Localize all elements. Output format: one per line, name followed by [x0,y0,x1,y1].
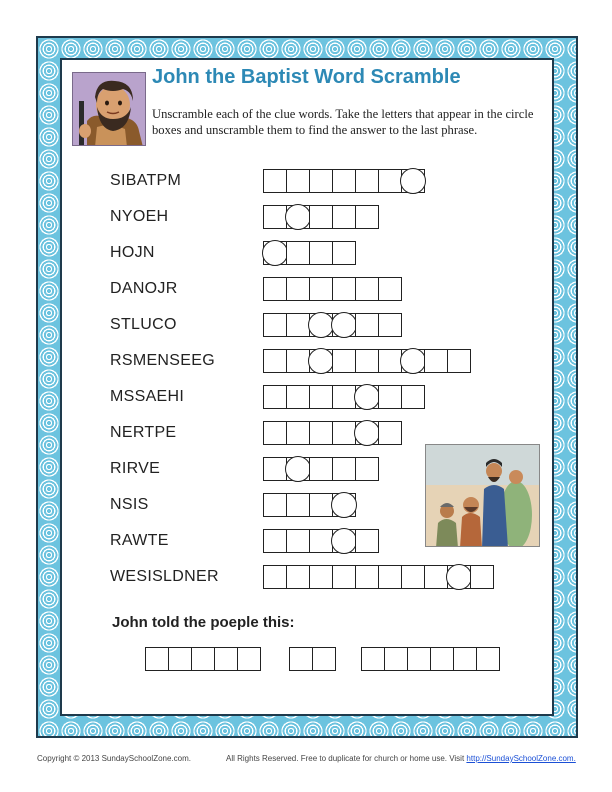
letter-box[interactable] [355,169,379,193]
letter-boxes [263,565,494,589]
answer-word-boxes [145,647,261,671]
letter-box[interactable] [332,349,356,373]
letter-box[interactable] [309,529,333,553]
letter-box[interactable] [355,313,379,337]
circled-letter-box[interactable] [332,529,356,553]
letter-box[interactable] [332,421,356,445]
letter-boxes [263,421,402,445]
answer-letter-box[interactable] [237,647,261,671]
circled-letter-box[interactable] [263,241,287,265]
circled-letter-box[interactable] [401,349,425,373]
letter-box[interactable] [263,457,287,481]
crowd-illustration [425,444,540,547]
circled-letter-box[interactable] [401,169,425,193]
letter-box[interactable] [309,457,333,481]
letter-box[interactable] [286,349,310,373]
crowd-scene-image [426,445,540,547]
clue-row [110,385,530,411]
scrambled-word: DANOJR [110,280,178,297]
letter-box[interactable] [309,241,333,265]
scrambled-word: RIRVE [110,460,161,477]
letter-boxes [263,529,379,553]
scrambled-word: NERTPE [110,424,177,441]
letter-boxes [263,277,402,301]
letter-box[interactable] [263,565,287,589]
john-portrait-illustration [73,73,146,146]
letter-box[interactable] [263,421,287,445]
circled-letter-box[interactable] [355,421,379,445]
letter-box[interactable] [401,385,425,409]
footer-rights-text: All Rights Reserved. Free to duplicate for church or home use. Visit [226,754,465,763]
letter-box[interactable] [332,169,356,193]
letter-box[interactable] [263,493,287,517]
letter-box[interactable] [309,493,333,517]
john-the-baptist-portrait [72,72,146,146]
clue-row [110,241,530,267]
letter-box[interactable] [378,313,402,337]
letter-box[interactable] [263,313,287,337]
clue-row [110,277,530,303]
letter-box[interactable] [355,277,379,301]
letter-box[interactable] [355,349,379,373]
letter-box[interactable] [263,277,287,301]
letter-box[interactable] [378,385,402,409]
clue-row [110,565,530,591]
scrambled-word: NYOEH [110,208,169,225]
circled-letter-box[interactable] [332,493,356,517]
letter-boxes [263,493,356,517]
letter-box[interactable] [286,421,310,445]
letter-box[interactable] [355,565,379,589]
answer-letter-box[interactable] [214,647,238,671]
answer-letter-box[interactable] [191,647,215,671]
letter-box[interactable] [263,529,287,553]
letter-box[interactable] [424,565,448,589]
letter-box[interactable] [355,205,379,229]
letter-box[interactable] [378,169,402,193]
letter-boxes [263,205,379,229]
clue-row [110,313,530,339]
letter-box[interactable] [378,421,402,445]
scrambled-word: HOJN [110,244,155,261]
answer-letter-box[interactable] [361,647,385,671]
clue-row [110,169,530,195]
letter-box[interactable] [332,241,356,265]
letter-box[interactable] [378,565,402,589]
letter-boxes [263,385,425,409]
answer-letter-box[interactable] [430,647,454,671]
footer-website-link[interactable]: http://SundaySchoolZone.com. [466,754,576,763]
letter-box[interactable] [286,565,310,589]
letter-boxes [263,313,402,337]
letter-box[interactable] [263,205,287,229]
scrambled-word: STLUCO [110,316,177,333]
letter-boxes [263,457,379,481]
letter-box[interactable] [424,349,448,373]
letter-box[interactable] [332,457,356,481]
letter-box[interactable] [332,205,356,229]
letter-box[interactable] [309,169,333,193]
letter-box[interactable] [286,529,310,553]
circled-letter-box[interactable] [447,565,471,589]
scrambled-word: NSIS [110,496,149,513]
answer-letter-box[interactable] [289,647,313,671]
letter-box[interactable] [332,277,356,301]
scrambled-word: MSSAEHI [110,388,185,405]
letter-box[interactable] [332,385,356,409]
letter-box[interactable] [309,421,333,445]
letter-boxes [263,349,471,373]
answer-word-boxes [289,647,336,671]
clue-row [110,349,530,375]
letter-box[interactable] [286,169,310,193]
letter-box[interactable] [263,169,287,193]
footer-copyright: Copyright © 2013 SundaySchoolZone.com. [37,754,191,763]
answer-letter-box[interactable] [145,647,169,671]
answer-letter-box[interactable] [168,647,192,671]
letter-box[interactable] [286,241,310,265]
answer-prompt: John told the poeple this: [112,614,295,631]
circled-letter-box[interactable] [309,313,333,337]
letter-box[interactable] [309,277,333,301]
letter-box[interactable] [401,565,425,589]
letter-box[interactable] [286,313,310,337]
circled-letter-box[interactable] [309,349,333,373]
letter-box[interactable] [309,205,333,229]
answer-letter-box[interactable] [453,647,477,671]
circled-letter-box[interactable] [286,457,310,481]
scrambled-word: RAWTE [110,532,169,549]
letter-box[interactable] [470,565,494,589]
letter-box[interactable] [447,349,471,373]
scrambled-word: RSMENSEEG [110,352,215,369]
answer-letter-box[interactable] [476,647,500,671]
clue-row [110,205,530,231]
letter-box[interactable] [332,565,356,589]
scrambled-word: SIBATPM [110,172,182,189]
letter-box[interactable] [286,385,310,409]
instructions-text: Unscramble each of the clue words. Take the letters that appear in the circle boxes and unscramble them to find the answer to the last phrase. [152,107,534,137]
circled-letter-box[interactable] [332,313,356,337]
circled-letter-box[interactable] [355,385,379,409]
letter-box[interactable] [355,529,379,553]
letter-box[interactable] [309,385,333,409]
letter-box[interactable] [286,277,310,301]
letter-boxes [263,169,425,193]
letter-box[interactable] [263,385,287,409]
answer-word-boxes [361,647,500,671]
scrambled-word: WESISLDNER [110,568,219,585]
footer-rights [226,754,576,763]
answer-letter-box[interactable] [384,647,408,671]
page-title: John the Baptist Word Scramble [152,66,461,88]
letter-box[interactable] [378,277,402,301]
answer-letter-box[interactable] [407,647,431,671]
letter-box[interactable] [263,349,287,373]
letter-box[interactable] [309,565,333,589]
letter-box[interactable] [286,493,310,517]
letter-box[interactable] [355,457,379,481]
answer-letter-box[interactable] [312,647,336,671]
letter-box[interactable] [378,349,402,373]
circled-letter-box[interactable] [286,205,310,229]
letter-boxes [263,241,356,265]
